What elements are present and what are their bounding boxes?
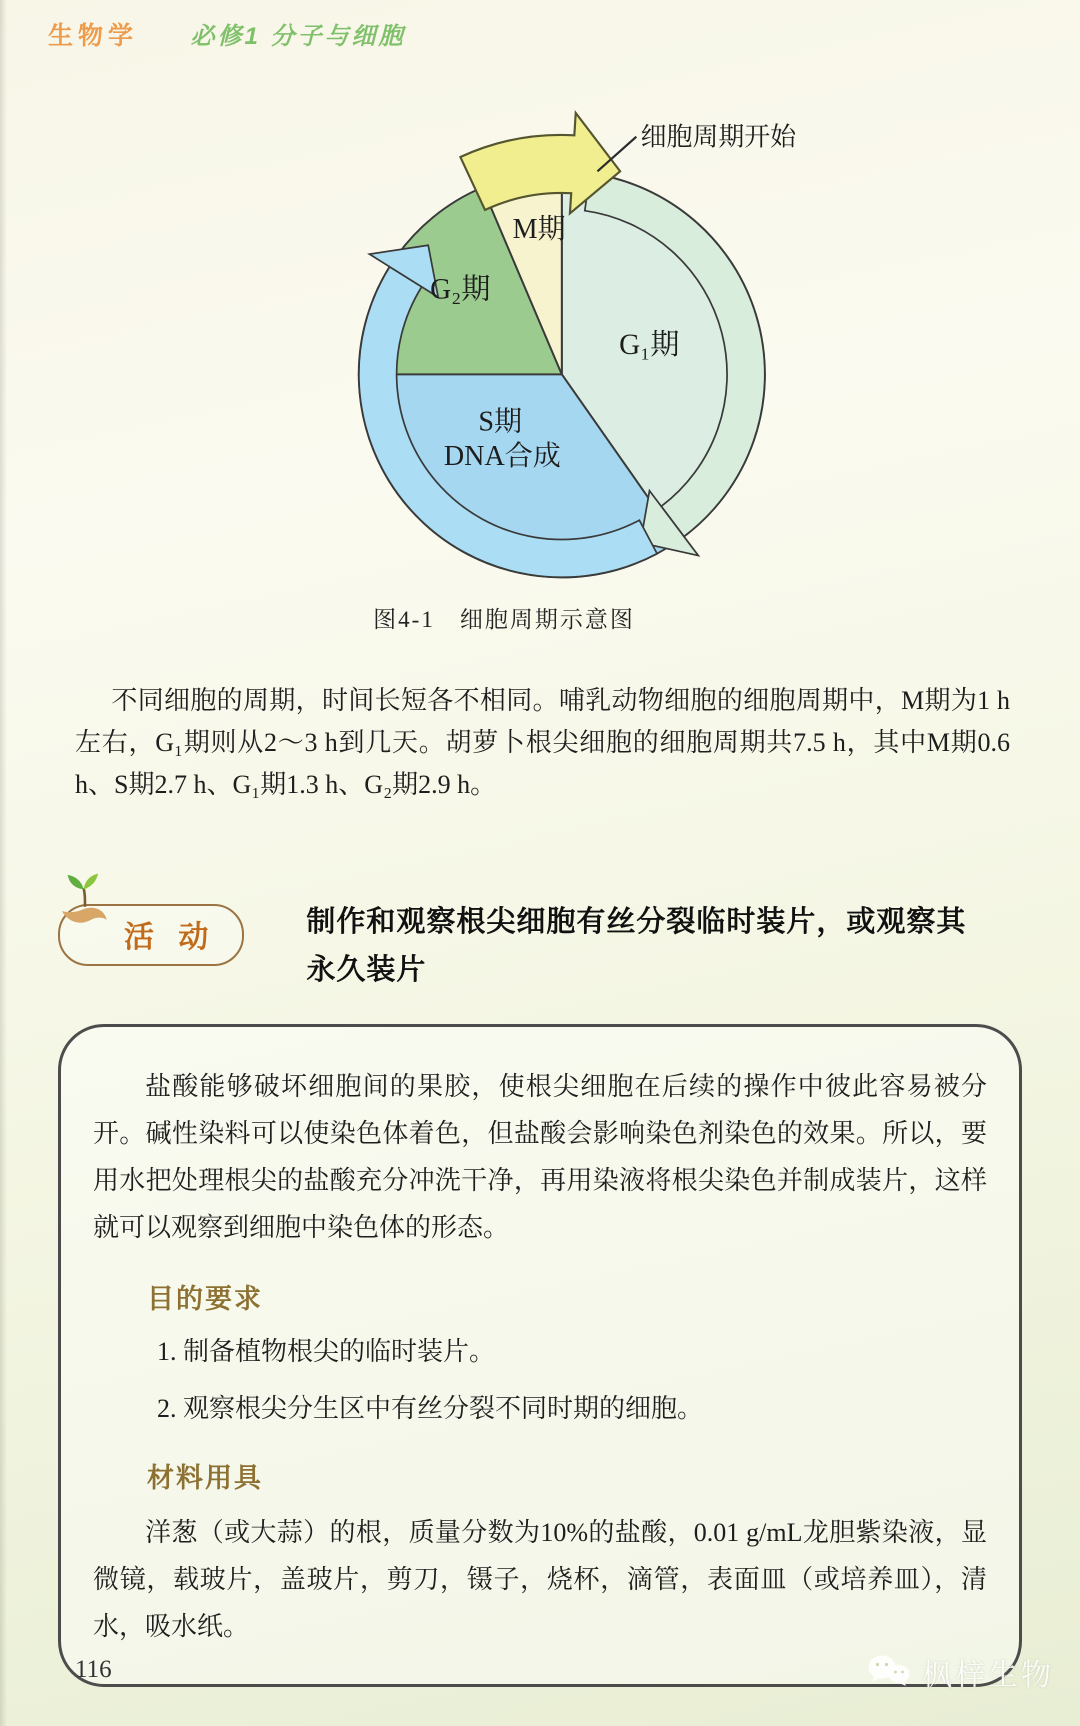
goals-list: [93, 1330, 987, 1430]
s-phase-sublabel: DNA合成: [443, 441, 561, 473]
materials-paragraph: 洋葱（或大蒜）的根，质量分数为10%的盐酸，0.01 g/mL龙胆紫染液，显微镜，载玻片，盖玻片，剪刀，镊子，烧杯，滴管，表面皿（或培养皿），清水，吸水纸。: [93, 1518, 987, 1641]
subject-label: 生物学: [48, 22, 139, 50]
activity-title: 制作和观察根尖细胞有丝分裂临时装片，或观察其永久装片: [306, 906, 967, 986]
cell-cycle-diagram: [308, 104, 848, 582]
cycle-start-annotation: 细胞周期开始: [640, 122, 797, 152]
wechat-icon: [866, 1653, 912, 1691]
activity-section: [58, 882, 1080, 994]
watermark-label: 枫梓生物: [922, 1659, 1054, 1692]
box-intro-paragraph: 盐酸能够破坏细胞间的果胶，使根尖细胞在后续的操作中彼此容易被分开。碱性染料可以使染色体着色，但盐酸会影响染色剂染色的效果。所以，要用水把处理根尖的盐酸充分冲洗干净，再用染液将根尖染色并制成装片，这样就可以观察到细胞中染色体的形态。: [93, 1072, 987, 1242]
s-phase-label: S期: [478, 406, 523, 438]
m-phase-label: M期: [512, 214, 566, 246]
goal-item: 1. 制备植物根尖的临时装片。: [157, 1337, 496, 1366]
page-header: [0, 0, 1080, 52]
g1-phase-label: G₁期: [619, 328, 680, 361]
activity-badge: [58, 904, 244, 966]
body-paragraph: 不同细胞的周期，时间长短各不相同。哺乳动物细胞的细胞周期中，M期为1 h左右，G₁期则从2～3 h到几天。胡萝卜根尖细胞的细胞周期共7.5 h，其中M期0.6 h、S期2.7 h、G₁期1.3 h、G₂期2.9 h。: [75, 686, 1010, 799]
watermark: [866, 1650, 1054, 1694]
module-label: 必修1 分子与细胞: [190, 23, 406, 50]
materials-heading: 材料用具: [147, 1463, 263, 1493]
figure-caption: 图4-1 细胞周期示意图: [373, 607, 635, 632]
goal-item: 2. 观察根尖分生区中有丝分裂不同时期的细胞。: [157, 1394, 704, 1423]
sprout-in-hand-icon: [56, 872, 114, 930]
cell-cycle-figure: [308, 104, 848, 587]
activity-box: [58, 1024, 1022, 1687]
g2-phase-label: G₂期: [430, 273, 491, 306]
activity-badge-label: 活 动: [124, 921, 217, 954]
page-number: 116: [75, 1656, 112, 1683]
goals-heading: 目的要求: [147, 1284, 263, 1314]
